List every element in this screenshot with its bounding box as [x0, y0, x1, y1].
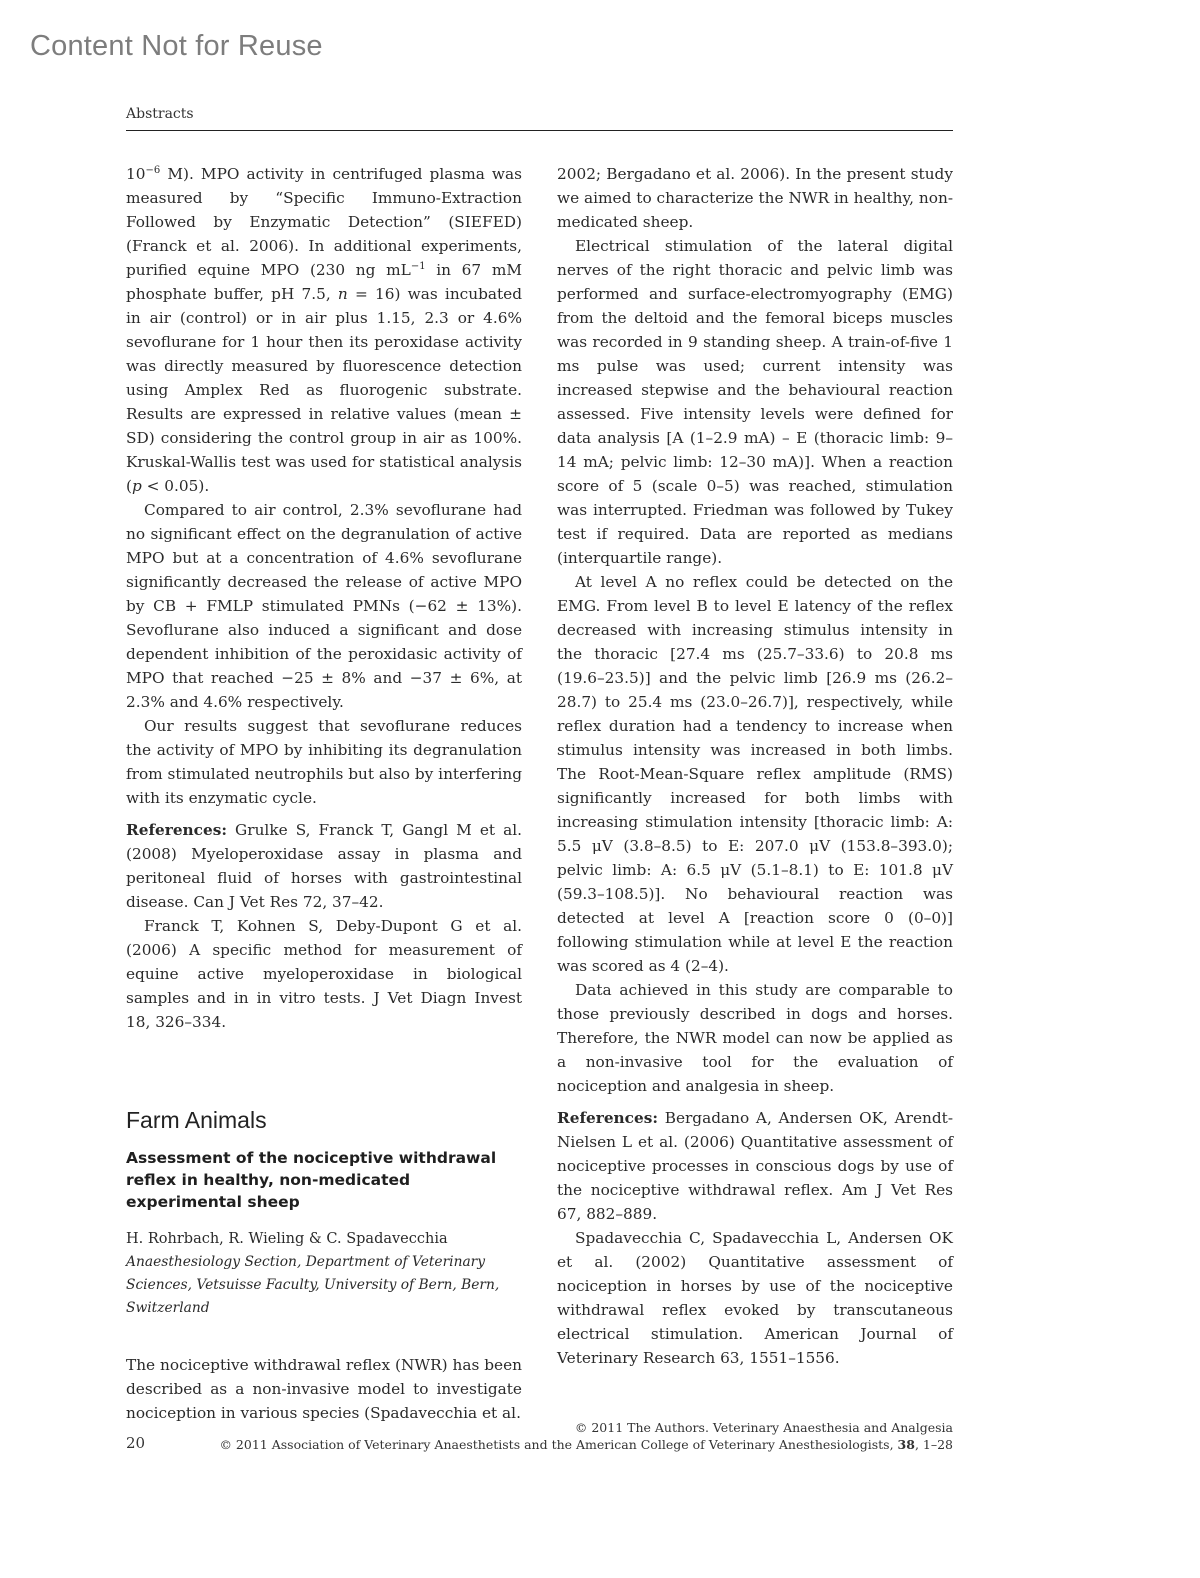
- methods-text: M). MPO activity in centrifuged plasma was measured by “Specific Immuno-Extraction Followed by Enzymatic Detection” (SIEFED) (Franck et al. 2006). In additional experiments, purified equine MPO (230 ng mL: [126, 165, 522, 279]
- methods-paragraph: [126, 162, 522, 498]
- n-symbol: n: [337, 285, 348, 303]
- methods-text-end: < 0.05).: [141, 477, 210, 495]
- reference-2: Franck T, Kohnen S, Deby-Dupont G et al. (2006) A specific method for measurement of equine active myeloperoxidase in biological samples and in in vitro tests. J Vet Diagn Invest 18, 326–334.: [126, 917, 522, 1031]
- results-paragraph-2: At level A no reflex could be detected on the EMG. From level B to level E latency of the reflex decreased with increasing stimulus intensity in the thoracic [27.4 ms (25.7–33.6) to 20.8 ms (19.6–23.5)] and the pelvic limb [26.9 ms (26.2–28.7) to 25.4 ms (23.0–26.7)], respectively, while reflex duration had a tendency to increase when stimulus intensity was increased in both limbs. The Root-Mean-Square reflex amplitude (RMS) significantly increased for both limbs with increasing stimulation intensity [thoracic limb: A: 5.5 μV (3.8–8.5) to E: 207.0 μV (153.8–393.0); pelvic limb: A: 6.5 μV (5.1–8.1) to E: 101.8 μV (59.3–108.5)]. No behavioural reaction was detected at level A [reaction score 0 (0–0)] following stimulation while at level E the reaction was scored as 4 (2–4).: [557, 573, 953, 975]
- references-paragraph-2: [557, 1106, 953, 1226]
- authors: H. Rohrbach, R. Wieling & C. Spadavecchia: [126, 1231, 448, 1247]
- references-label: References:: [126, 821, 227, 839]
- copyright-text: © 2011 Association of Veterinary Anaesthetists and the American College of Veterinary Anesthesiologists,: [219, 1437, 898, 1452]
- methods-paragraph-2: Electrical stimulation of the lateral digital nerves of the right thoracic and pelvic limb was performed and surface-electromyography (EMG) from the deltoid and the femoral biceps muscles was recorded in 9 standing sheep. A train-of-five 1 ms pulse was used; current intensity was increased stepwise and the behavioural reaction assessed. Five intensity levels were defined for data analysis [A (1–2.9 mA) – E (thoracic limb: 9–14 mA; pelvic limb: 12–30 mA)]. When a reaction score of 5 (scale 0–5) was reached, stimulation was interrupted. Friedman was followed by Tukey test if required. Data are reported as medians (interquartile range).: [557, 237, 953, 567]
- intro-paragraph: The nociceptive withdrawal reflex (NWR) has been described as a non-invasive model to investigate nociception in various species (Spadavecchia et al.: [126, 1356, 522, 1422]
- references-label-2: References:: [557, 1109, 658, 1127]
- page-number: 20: [126, 1434, 146, 1452]
- copyright-line-1: © 2011 The Authors. Veterinary Anaesthesia and Analgesia: [574, 1420, 953, 1435]
- footer-copyright: [219, 1419, 953, 1453]
- reference-1: Grulke S, Franck T, Gangl M et al. (2008) Myeloperoxidase assay in plasma and peritoneal fluid of horses with gastrointestinal disease. Can J Vet Res 72, 37–42.: [126, 821, 522, 911]
- intro-continuation: 2002; Bergadano et al. 2006). In the present study we aimed to characterize the NWR in healthy, non-medicated sheep.: [557, 165, 953, 231]
- exponent-lead: −6: [145, 165, 161, 176]
- journal-volume: 38: [897, 1437, 915, 1452]
- reference-3: Bergadano A, Andersen OK, Arendt-Nielsen L et al. (2006) Quantitative assessment of nociceptive processes in conscious dogs by use of the nociceptive withdrawal reflex. Am J Vet Res 67, 882–889.: [557, 1109, 953, 1223]
- right-column: [557, 162, 953, 1370]
- reference-4: Spadavecchia C, Spadavecchia L, Andersen OK et al. (2002) Quantitative assessment of nociception in horses by use of the nociceptive withdrawal reflex evoked by transcutaneous electrical stimulation. American Journal of Veterinary Research 63, 1551–1556.: [557, 1229, 953, 1367]
- concentration-lead: 10: [126, 165, 146, 183]
- running-head: Abstracts: [126, 106, 194, 122]
- methods-text-cont: in 67 mM phosphate buffer, pH 7.5,: [126, 261, 523, 303]
- section-title: Farm Animals: [126, 1107, 267, 1133]
- page-range: , 1–28: [914, 1437, 953, 1452]
- watermark: Content Not for Reuse: [30, 30, 323, 62]
- results-paragraph: Compared to air control, 2.3% sevoflurane had no significant effect on the degranulation of active MPO but at a concentration of 4.6% sevoflurane significantly decreased the release of active MPO by CB + FMLP stimulated PMNs (−62 ± 13%). Sevoflurane also induced a significant and dose dependent inhibition of the peroxidasic activity of MPO that reached −25 ± 8% and −37 ± 6%, at 2.3% and 4.6% respectively.: [126, 501, 522, 711]
- header-rule: [126, 130, 953, 131]
- conclusion-paragraph-2: Data achieved in this study are comparable to those previously described in dogs and horses. Therefore, the NWR model can now be applied as a non-invasive tool for the evaluation of nociception and analgesia in sheep.: [557, 981, 953, 1095]
- unit-exponent: −1: [410, 261, 426, 272]
- article-title: Assessment of the nociceptive withdrawal reflex in healthy, non-medicated experimental sheep: [126, 1149, 497, 1211]
- copyright-line-2: [219, 1436, 953, 1453]
- methods-text-cont2: = 16) was incubated in air (control) or in air plus 1.15, 2.3 or 4.6% sevoflurane for 1 hour then its peroxidase activity was directly measured by fluorescence detection using Amplex Red as fluorogenic substrate. Results are expressed in relative values (mean ± SD) considering the control group in air as 100%. Kruskal-Wallis test was used for statistical analysis (: [126, 285, 522, 495]
- references-paragraph: [126, 818, 522, 914]
- left-column: [126, 162, 522, 1425]
- p-symbol: p: [131, 477, 142, 495]
- conclusion-paragraph: Our results suggest that sevoflurane reduces the activity of MPO by inhibiting its degranulation from stimulated neutrophils but also by interfering with its enzymatic cycle.: [126, 717, 522, 807]
- affiliation: Anaesthesiology Section, Department of Veterinary Sciences, Vetsuisse Faculty, University of Bern, Bern, Switzerland: [126, 1254, 500, 1316]
